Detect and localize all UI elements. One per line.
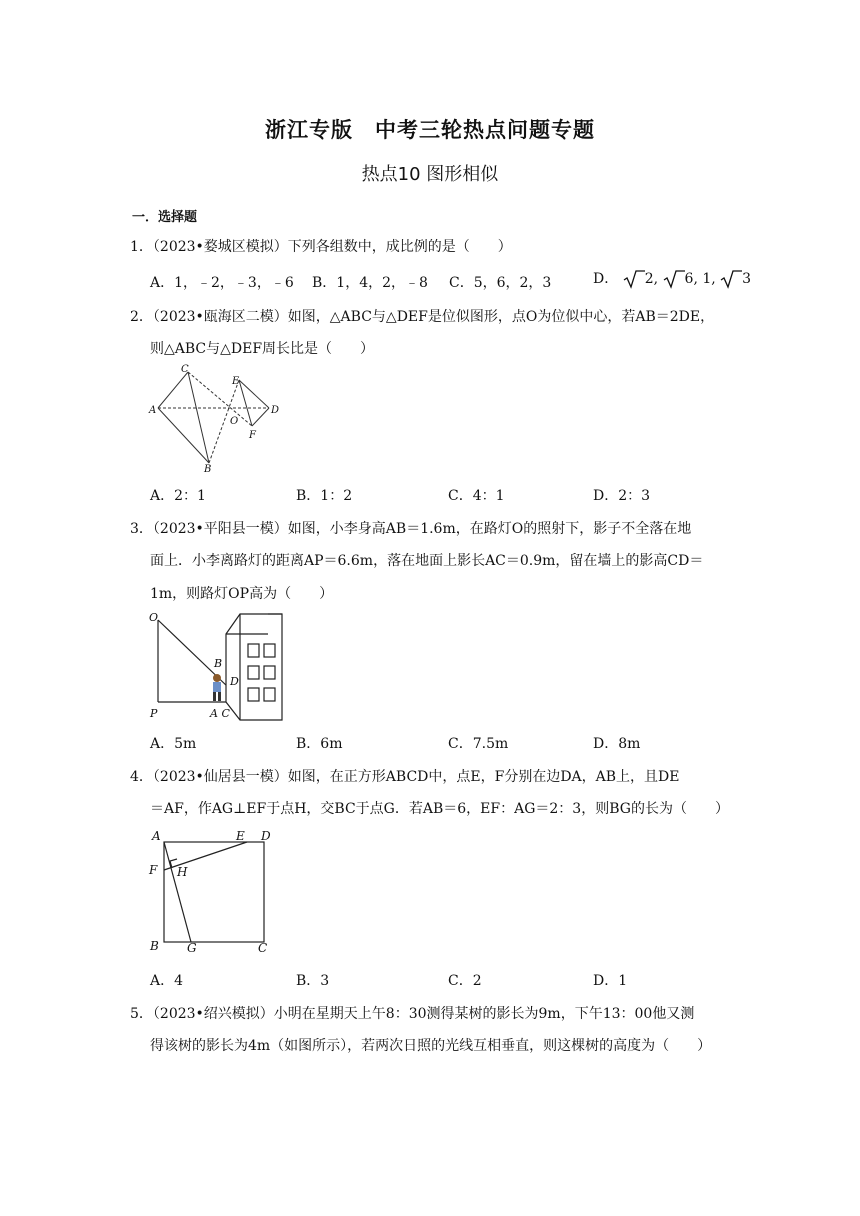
- q1-option-b: B．1，4，2，﹣8: [312, 275, 428, 291]
- q2-stem-line2: 则△ABC与△DEF周长比是（ ）: [150, 341, 375, 357]
- q1-d-value-2: 6: [684, 271, 694, 287]
- edge-fd: [252, 408, 269, 426]
- label-A: A: [152, 829, 161, 843]
- segment-ag: [164, 842, 191, 942]
- label-C: C: [258, 941, 268, 955]
- q1-option-d-prefix: D．: [593, 271, 619, 287]
- label-AC: A C: [210, 707, 230, 720]
- label-E: E: [236, 829, 245, 843]
- q3-stem-line1: 3．（2023•平阳县一模）如图，小李身高AB＝1.6m，在路灯O的照射下，影子不全落在地: [130, 521, 692, 537]
- q4-option-b: B．3: [296, 973, 330, 989]
- q1-d-value-1: 2: [644, 271, 654, 287]
- q1-d-value-3: 1: [702, 271, 712, 287]
- document-title: 浙江专版 中考三轮热点问题专题: [265, 118, 595, 142]
- label-P: P: [150, 707, 158, 720]
- edge-ed: [239, 380, 269, 408]
- q3-option-a: A．5m: [150, 736, 197, 752]
- edge-ab: [158, 408, 209, 463]
- sqrt-sign-icon: [623, 269, 645, 289]
- q3-option-c: C．7.5m: [448, 736, 509, 752]
- edge-ef: [239, 380, 252, 426]
- q1-option-c: C．5，6，2，3: [449, 275, 552, 291]
- q4-stem-line2: ＝AF，作AG⊥EF于点H，交BC于点G．若AB＝6，EF：AG＝2：3，则BG的长为（ ）: [150, 801, 729, 817]
- q2-stem-line1: 2．（2023•瓯海区二模）如图，△ABC与△DEF是位似图形，点O为位似中心，若AB＝2DE，: [130, 309, 715, 325]
- q2-option-c: C．4：1: [448, 488, 505, 504]
- section-heading: 一．选择题: [132, 210, 198, 225]
- q3-figure: [144, 610, 284, 722]
- q2-figure: [144, 362, 290, 474]
- q4-option-d: D．1: [593, 973, 628, 989]
- q3-option-d: D．8m: [593, 736, 641, 752]
- q3-stem-line2: 面上．小李离路灯的距离AP＝6.6m，落在地面上影长AC＝0.9m，留在墙上的影高CD＝: [150, 553, 704, 569]
- building-side: [226, 614, 282, 720]
- q1-option-d: D． 2, 6, 1, 3: [593, 271, 752, 287]
- edge-ca: [158, 372, 188, 408]
- label-E: E: [232, 376, 240, 387]
- q1-option-a: A．1，﹣2，﹣3，﹣6: [150, 275, 294, 291]
- q5-stem-line1: 5．（2023•绍兴模拟）小明在星期天上午8：30测得某树的影长为9m，下午13：00他又测: [130, 1006, 695, 1022]
- sqrt-sign-icon: [720, 269, 742, 289]
- label-D: D: [261, 829, 271, 843]
- label-O: O: [149, 611, 159, 624]
- person-icon: [213, 674, 221, 701]
- label-H: H: [177, 865, 188, 879]
- label-C: C: [181, 364, 189, 375]
- document-subtitle: 热点10 图形相似: [361, 164, 499, 185]
- q3-option-b: B．6m: [296, 736, 343, 752]
- label-D: D: [271, 405, 280, 416]
- label-G: G: [187, 941, 197, 955]
- q4-stem-line1: 4．（2023•仙居县一模）如图，在正方形ABCD中，点E，F分别在边DA，AB上，且DE: [130, 769, 680, 785]
- label-F: F: [149, 863, 158, 877]
- label-B: B: [150, 939, 159, 953]
- label-B: B: [204, 464, 212, 474]
- sqrt-sign-icon: [663, 269, 685, 289]
- q3-stem-line3: 1m，则路灯OP高为（ ）: [150, 586, 334, 602]
- ray-cf: [188, 372, 252, 426]
- q2-option-b: B．1：2: [296, 488, 353, 504]
- q4-option-c: C．2: [448, 973, 482, 989]
- label-D: D: [230, 675, 239, 688]
- q5-stem-line2: 得该树的影长为4m（如图所示），若两次日照的光线互相垂直，则这棵树的高度为（ ）: [150, 1038, 712, 1054]
- label-F: F: [249, 430, 256, 441]
- label-A: A: [149, 405, 157, 416]
- q2-option-d: D．2：3: [593, 488, 651, 504]
- label-O: O: [230, 416, 239, 427]
- q2-option-a: A．2：1: [150, 488, 206, 504]
- q4-option-a: A．4: [150, 973, 184, 989]
- edge-cb: [188, 372, 209, 463]
- q1-d-value-4: 3: [742, 271, 752, 287]
- square-abcd: [164, 842, 264, 942]
- q4-figure: [144, 826, 280, 958]
- label-B: B: [214, 657, 223, 670]
- q1-stem: 1．（2023•婺城区模拟）下列各组数中，成比例的是（ ）: [130, 239, 512, 255]
